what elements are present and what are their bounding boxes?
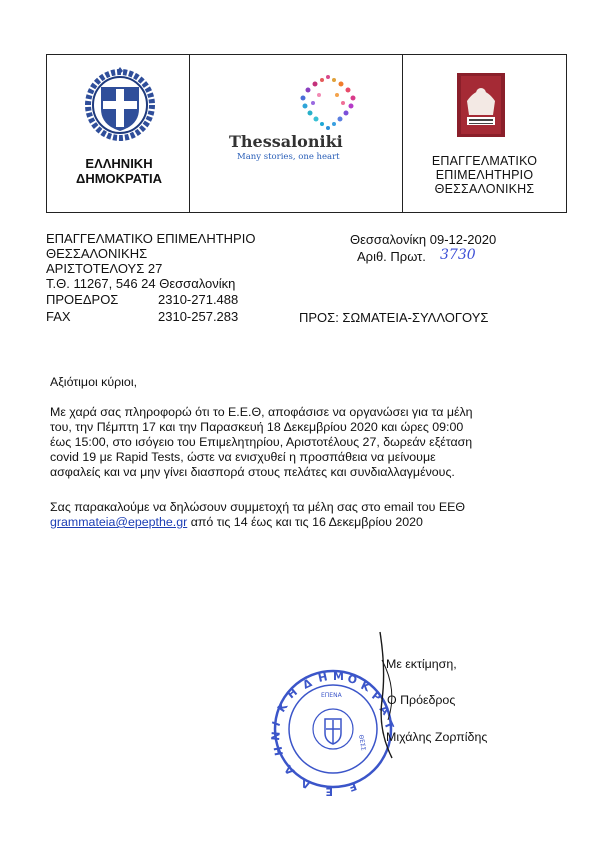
- letterhead-box: [46, 54, 567, 213]
- svg-text:Λ: Λ: [281, 762, 298, 778]
- svg-text:Ι: Ι: [269, 719, 284, 729]
- fax-number: 2310-257.283: [158, 309, 239, 324]
- fax-label: FAX: [46, 309, 71, 324]
- sender-line-4: Τ.Θ. 11267, 546 24 Θεσσαλονίκη: [46, 276, 236, 291]
- thessaloniki-logo-text: Thessaloniki: [229, 132, 343, 151]
- greek-emblem-icon: [81, 65, 159, 143]
- svg-text:Ν: Ν: [269, 730, 283, 742]
- email-link[interactable]: grammateia@epepthe.gr: [50, 515, 188, 529]
- svg-text:ΕΠΕΝΑ: ΕΠΕΝΑ: [321, 692, 342, 699]
- protocol-label: Αριθ. Πρωτ.: [357, 249, 426, 264]
- svg-text:Ο: Ο: [346, 672, 359, 687]
- body-paragraph-2: Σας παρακαλούμε να δηλώσουν συμμετοχή τα μέλη σας στο email του ΕΕΘ grammateia@epepthe.gr από τις 14 έως και τις 16 Δεκεμβρίου 2020: [50, 500, 466, 529]
- protocol-number: 3730: [440, 247, 476, 263]
- svg-text:Η: Η: [316, 670, 329, 685]
- thessaloniki-logo-tagline: Many stories, one heart: [237, 152, 340, 162]
- body-paragraph-1: Με χαρά σας πληροφορώ ότι το Ε.Ε.Θ, αποφάσισε να οργανώσει για τα μέλη του, την Πέμπτη 17 και την Παρασκευή 18 Δεκεμβρίου 2020 και ώρες 09:00 έως 15:00, στο ισόγειο του Επιμελητηρίου, Αριστοτέλους 27, δωρεάν εξέταση covid 19 με Rapid Tests, ώστε να ενισχυθεί η προσπάθεια να μείνουμε ασφαλείς και να μην γίνει διασπορά στους πελάτες και συνδιαλλαγμένους.: [50, 405, 473, 479]
- closing: Με εκτίμηση,: [386, 657, 457, 671]
- svg-text:Δ: Δ: [300, 676, 314, 692]
- svg-text:Μ: Μ: [333, 670, 344, 683]
- svg-text:Ρ: Ρ: [369, 689, 384, 705]
- date-line: Θεσσαλονίκη 09-12-2020: [350, 232, 497, 247]
- svg-text:Ε: Ε: [325, 785, 333, 798]
- svg-text:Η: Η: [271, 745, 286, 757]
- recipient: ΠΡΟΣ: ΣΩΜΑΤΕΙΑ-ΣΥΛΛΟΓΟΥΣ: [299, 310, 489, 325]
- sender-line-3: ΑΡΙΣΤΟΤΕΛΟΥΣ 27: [46, 261, 163, 276]
- svg-text:Ε: Ε: [346, 779, 359, 794]
- header-divider-1: [189, 55, 190, 212]
- right-header-title: ΕΠΑΓΓΕΛΜΑΤΙΚΟ ΕΠΙΜΕΛΗΤΗΡΙΟ ΘΕΣΣΑΛΟΝΙΚΗΣ: [431, 154, 538, 196]
- svg-text:ΘΕΣΣ: ΘΕΣΣ: [357, 734, 367, 752]
- sender-line-1: ΕΠΑΓΓΕΛΜΑΤΙΚΟ ΕΠΙΜΕΛΗΤΗΡΙΟ: [46, 231, 256, 246]
- chamber-logo-icon: [457, 73, 505, 137]
- svg-text:Κ: Κ: [274, 700, 291, 715]
- signatory-name: Μιχάλης Ζορπίδης: [386, 730, 488, 744]
- heart-logo-icon: [295, 73, 361, 131]
- svg-text:Η: Η: [284, 685, 300, 702]
- signatory-role: Ο Πρόεδρος: [387, 693, 456, 707]
- body-paragraph-2-rest: από τις 14 έως και τις 16 Δεκεμβρίου 2020: [187, 515, 423, 529]
- svg-text:Τ: Τ: [381, 718, 397, 732]
- svg-text:Κ: Κ: [358, 678, 372, 695]
- svg-text:Λ: Λ: [299, 776, 313, 792]
- sender-line-2: ΘΕΣΣΑΛΟΝΙΚΗΣ: [46, 246, 148, 261]
- president-phone: 2310-271.488: [158, 292, 239, 307]
- salutation: Αξιότιμοι κύριοι,: [50, 375, 138, 389]
- left-header-title: ΕΛΛΗΝΙΚΗ ΔΗΜΟΚΡΑΤΙΑ: [75, 156, 163, 186]
- president-label: ΠΡΟΕΔΡΟΣ: [46, 292, 119, 307]
- svg-text:Α: Α: [376, 702, 393, 718]
